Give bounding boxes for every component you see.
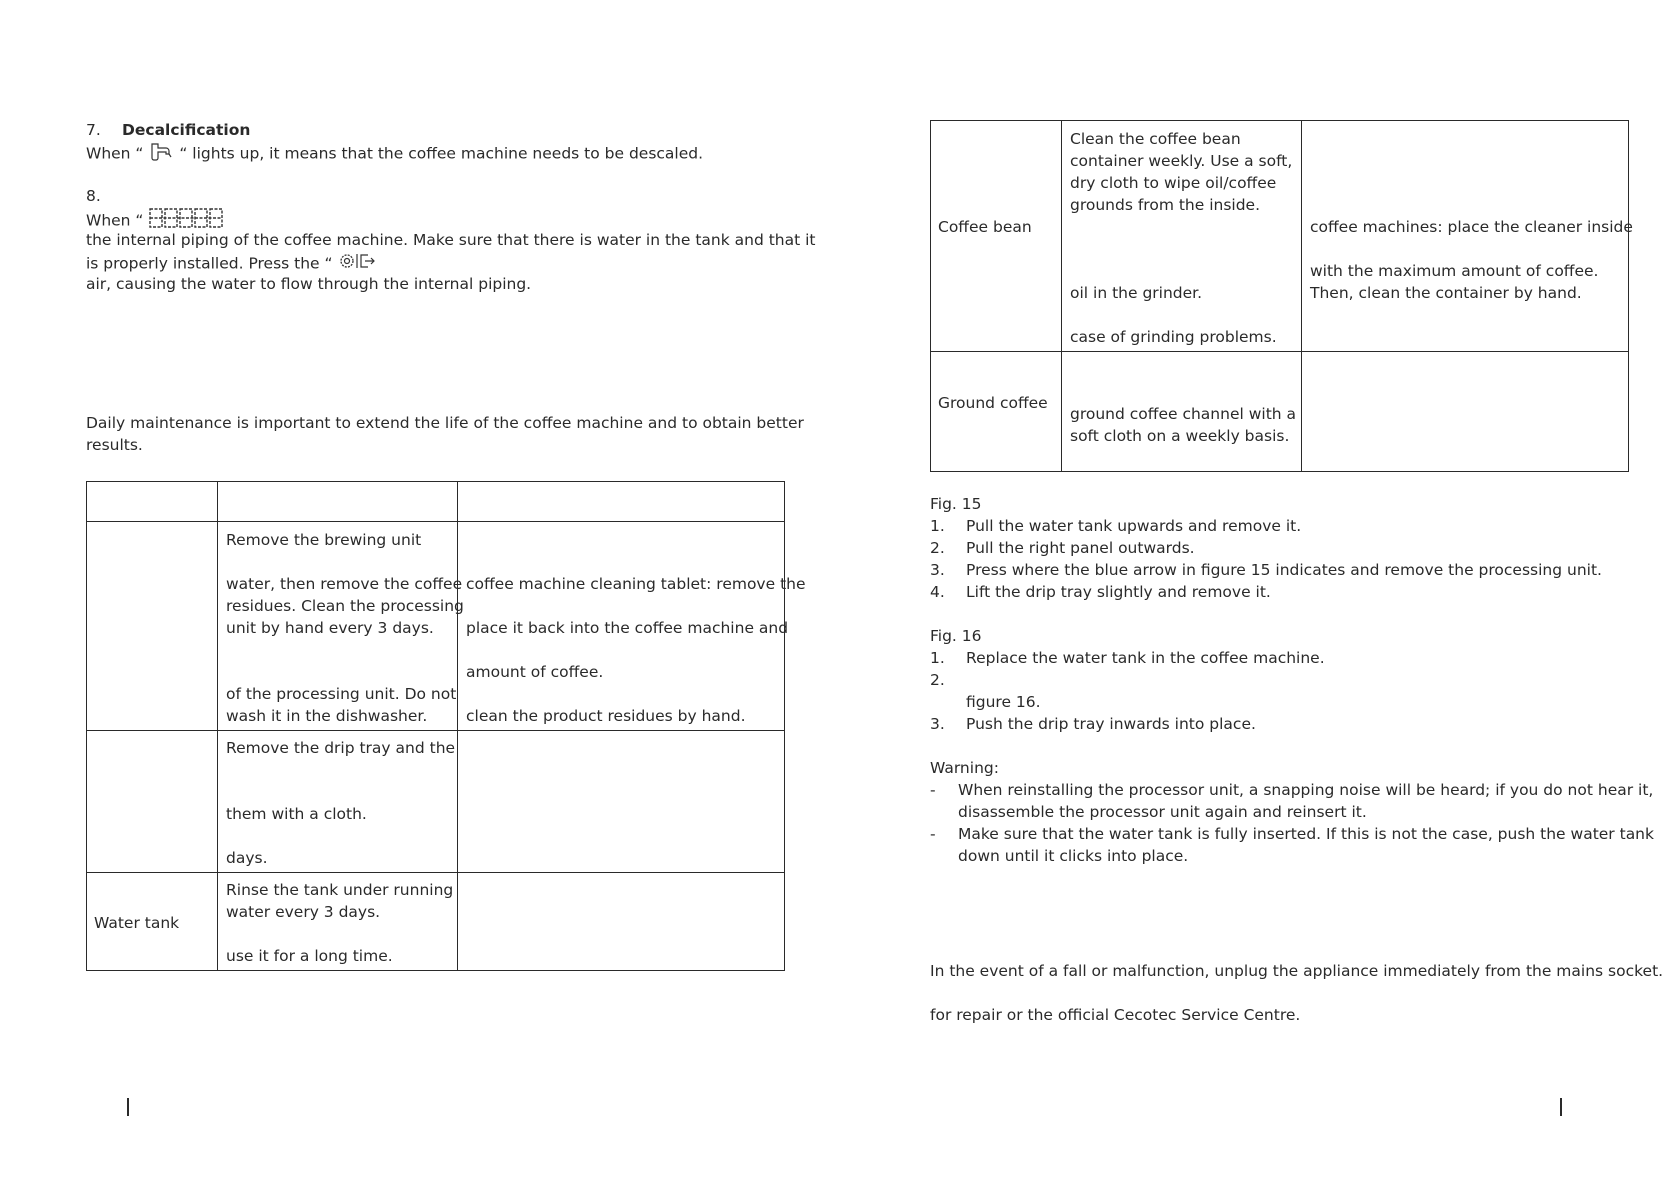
fig15-step: 1. Pull the water tank upwards and remove it.: [930, 517, 1302, 535]
page-marker-left: [127, 1098, 129, 1116]
fig15-step: 2. Pull the right panel outwards.: [930, 539, 1195, 557]
fig16-step: 1. Replace the water tank in the coffee machine.: [930, 649, 1325, 667]
section-8-when: When “: [86, 211, 144, 230]
warning-item: - When reinstalling the processor unit, a snapping noise will be heard; if you do not hear it,: [930, 781, 1654, 799]
repair-text: for repair or the official Cecotec Service Centre.: [930, 1006, 1301, 1024]
fig16-step: 3. Push the drip tray inwards into place.: [930, 715, 1256, 733]
section-8-number: 8.: [86, 187, 101, 205]
warning-title: Warning:: [930, 759, 999, 777]
section-7-title: Decalcification: [122, 121, 251, 139]
fig16-step: figure 16.: [966, 693, 1041, 711]
section-8-line2: the internal piping of the coffee machine. Make sure that there is water in the tank and that it: [86, 231, 816, 249]
section-7-when: When “: [86, 144, 144, 163]
section-7-heading: [86, 119, 250, 141]
maintenance-table-right: Coffee bean Clean the coffee bean container weekly. Use a soft, dry cloth to wipe oil/coffee grounds from the inside. oil in the grinder. case of grinding problems. coffee machines: place the cleaner inside with the maximum amount of coffee. Then, clean the container by hand. Ground coffee ground coffee channel with a soft cloth on a weekly basis.: [930, 120, 1629, 472]
warning-item-cont: down until it clicks into place.: [958, 847, 1189, 865]
descale-tap-icon: [148, 141, 174, 167]
fall-malfunction-text: In the event of a fall or malfunction, unplug the appliance immediately from the mains socket.: [930, 962, 1664, 980]
section-7-rest: “ lights up, it means that the coffee machine needs to be descaled.: [179, 144, 704, 163]
warning-item: - Make sure that the water tank is fully inserted. If this is not the case, push the water tank: [930, 825, 1654, 843]
fig15-step: 4. Lift the drip tray slightly and remove it.: [930, 583, 1271, 601]
section-7-number: 7.: [86, 121, 101, 139]
section-8-press: is properly installed. Press the “: [86, 254, 333, 273]
section-8-line4: air, causing the water to flow through the internal piping.: [86, 275, 532, 293]
maintenance-intro-line1: Daily maintenance is important to extend the life of the coffee machine and to obtain better: [86, 414, 804, 432]
fig15-step: 3. Press where the blue arrow in figure 15 indicates and remove the processing unit.: [930, 561, 1602, 579]
maintenance-table-left: Remove the brewing unit water, then remove the coffee residues. Clean the processing unit by hand every 3 days. of the processing unit. Do not wash it in the dishwasher. coffee machine cleaning tablet: remove the place it back into the coffee machine and amount of coffee. clean the product residues by hand. Remove the drip tray and the them with a cloth. days. Water tank Rinse the tank under running water every 3 days. use it for a long time.: [86, 481, 785, 971]
fig16-step: 2.: [930, 671, 945, 689]
warning-item-cont: disassemble the processor unit again and reinsert it.: [958, 803, 1367, 821]
fig16-title: Fig. 16: [930, 627, 982, 645]
page-marker-right: [1560, 1098, 1562, 1116]
section-7-text: [86, 141, 703, 167]
maintenance-intro-line2: results.: [86, 436, 143, 454]
fig15-title: Fig. 15: [930, 495, 982, 513]
